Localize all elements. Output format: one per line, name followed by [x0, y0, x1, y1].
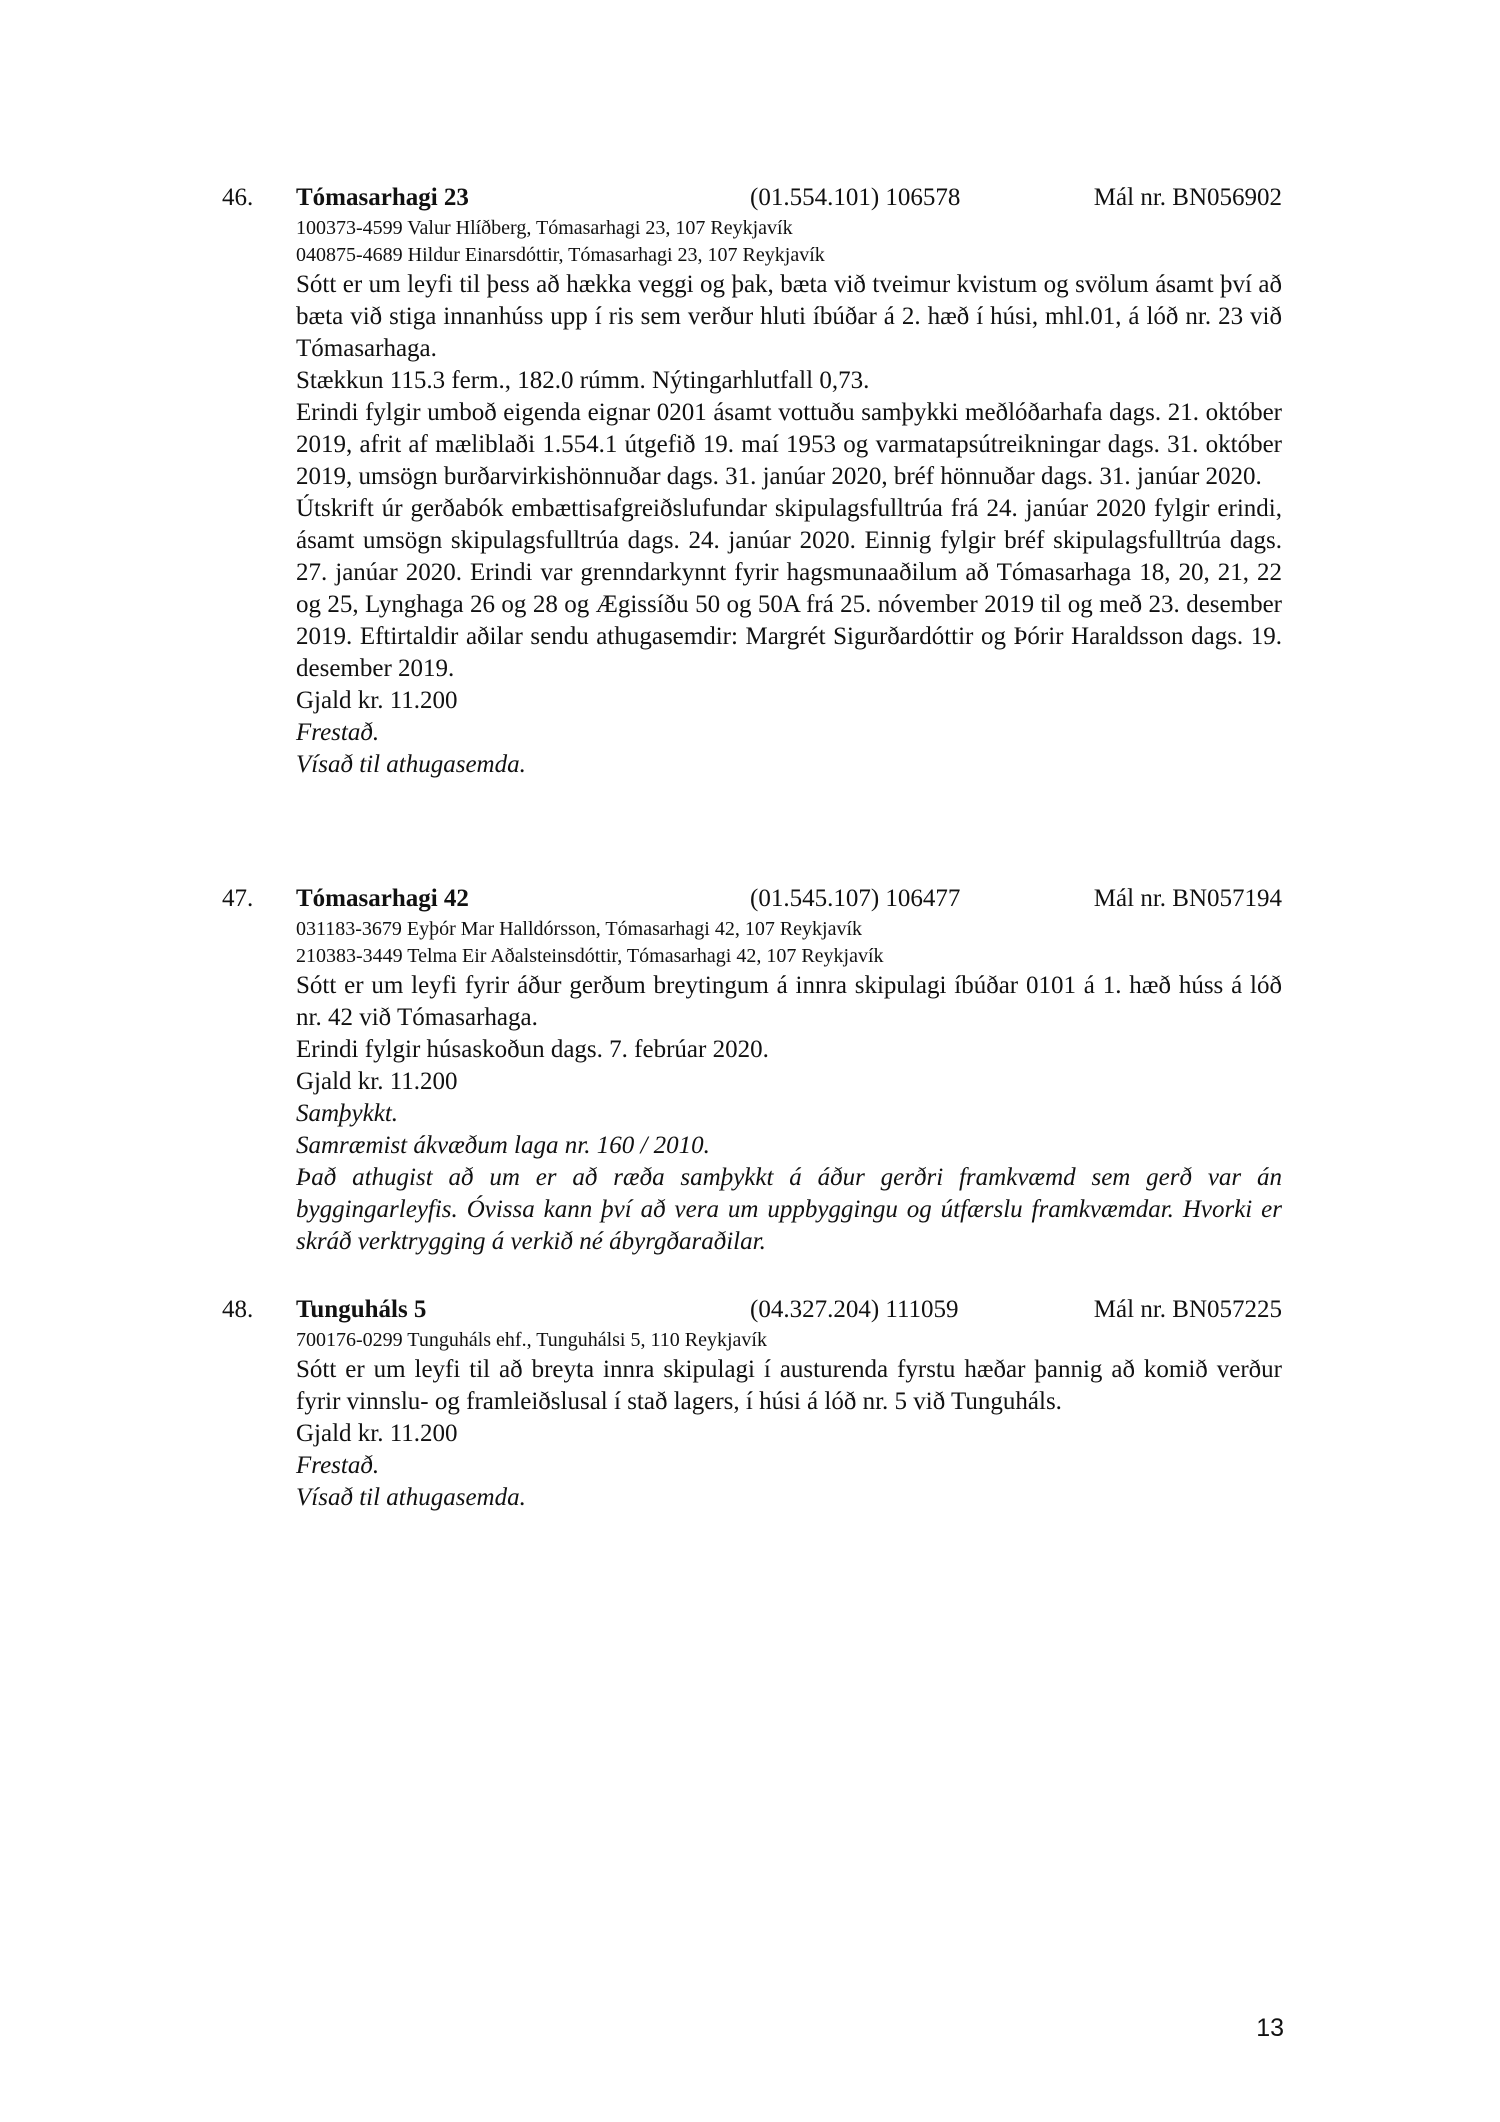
entry-case-number: Mál nr. BN057194: [1093, 885, 1282, 912]
applicant-line: 700176-0299 Tunguháls ehf., Tunguhálsi 5, 110 Reykjavík: [296, 1329, 767, 1351]
entry-paragraph: Útskrift úr gerðabók embættisafgreiðslufundar skipulagsfulltrúa frá 24. janúar 2020 fylgir erindi, ásamt umsögn skipulagsfulltrúa dags. 24. janúar 2020. Einnig fylgir bréf skipulagsfulltrúa dags. 27. janúar 2020. Erindi var grenndarkynnt fyrir hagsmunaaðilum að Tómasarhaga 18, 20, 21, 22 og 25, Lynghaga 26 og 28 og Ægissíðu 50 og 50A frá 25. nóvember 2019 til og með 23. desember 2019. Eftirtaldir aðilar sendu athugasemdir: Margrét Sigurðardóttir og Þórir Haraldsson dags. 19. desember 2019.: [296, 495, 1282, 682]
entry-header: [222, 1293, 1282, 1327]
entry-header: [222, 882, 1282, 916]
entry-paragraph: Erindi fylgir umboð eigenda eignar 0201 ásamt vottuðu samþykki meðlóðarhafa dags. 21. október 2019, afrit af mæliblaði 1.554.1 útgefið 19. maí 1953 og varmatapsútreikningar dags. 31. október 2019, umsögn burðarvirkishönnuðar dags. 31. janúar 2020, bréf hönnuðar dags. 31. janúar 2020.: [296, 399, 1282, 490]
applicant-line: 100373-4599 Valur Hlíðberg, Tómasarhagi 23, 107 Reykjavík: [296, 217, 793, 239]
case-entry: [222, 181, 1282, 781]
entry-body: [296, 916, 1282, 1258]
case-entry: [222, 1293, 1282, 1514]
entry-address: Tómasarhagi 23: [296, 184, 469, 211]
entry-header: [222, 181, 1282, 215]
entry-paragraph: Erindi fylgir húsaskoðun dags. 7. febrúar 2020.: [296, 1036, 769, 1063]
applicant-line: 210383-3449 Telma Eir Aðalsteinsdóttir, Tómasarhagi 42, 107 Reykjavík: [296, 945, 884, 967]
decision-note: Það athugist að um er að ræða samþykkt á áður gerðri framkvæmd sem gerð var án byggingarleyfis. Óvissa kann því að vera um uppbyggingu og útfærslu framkvæmdar. Hvorki er skráð verktrygging á verkið né ábyrgðaraðilar.: [296, 1164, 1282, 1255]
entry-reference: (04.327.204) 111059: [750, 1296, 959, 1323]
decision-line: Frestað.: [296, 1452, 380, 1479]
entry-body: [296, 1327, 1282, 1514]
entry-paragraph: Stækkun 115.3 ferm., 182.0 rúmm. Nýtingarhlutfall 0,73.: [296, 367, 870, 394]
entry-number: 48.: [222, 1296, 254, 1323]
entry-case-number: Mál nr. BN056902: [1093, 184, 1282, 211]
entry-address: Tunguháls 5: [296, 1296, 427, 1323]
entry-number: 47.: [222, 885, 254, 912]
entry-reference: (01.545.107) 106477: [750, 885, 961, 912]
applicant-line: 040875-4689 Hildur Einarsdóttir, Tómasarhagi 23, 107 Reykjavík: [296, 244, 825, 266]
fee-line: Gjald kr. 11.200: [296, 1420, 458, 1447]
entry-reference: (01.554.101) 106578: [750, 184, 961, 211]
entry-case-number: Mál nr. BN057225: [1093, 1296, 1282, 1323]
entry-number: 46.: [222, 184, 254, 211]
fee-line: Gjald kr. 11.200: [296, 687, 458, 714]
page-number: 13: [1256, 2014, 1284, 2042]
entry-paragraph: Sótt er um leyfi fyrir áður gerðum breytingum á innra skipulagi íbúðar 0101 á 1. hæð húss á lóð nr. 42 við Tómasarhaga.: [296, 972, 1282, 1031]
entry-body: [296, 215, 1282, 781]
entry-paragraph: Sótt er um leyfi til þess að hækka veggi og þak, bæta við tveimur kvistum og svölum ásamt því að bæta við stiga innanhúss upp í ris sem verður hluti íbúðar á 2. hæð í húsi, mhl.01, á lóð nr. 23 við Tómasarhaga.: [296, 271, 1282, 362]
entry-address: Tómasarhagi 42: [296, 885, 469, 912]
applicant-line: 031183-3679 Eyþór Mar Halldórsson, Tómasarhagi 42, 107 Reykjavík: [296, 918, 863, 940]
decision-line: Samþykkt.: [296, 1100, 399, 1127]
decision-line: Frestað.: [296, 719, 380, 746]
decision-line: Vísað til athugasemda.: [296, 751, 526, 778]
entry-paragraph: Sótt er um leyfi til að breyta innra skipulagi í austurenda fyrstu hæðar þannig að komið verður fyrir vinnslu- og framleiðslusal í stað lagers, í húsi á lóð nr. 5 við Tunguháls.: [296, 1356, 1282, 1415]
decision-line: Samræmist ákvæðum laga nr. 160 / 2010.: [296, 1132, 710, 1159]
decision-line: Vísað til athugasemda.: [296, 1484, 526, 1511]
fee-line: Gjald kr. 11.200: [296, 1068, 458, 1095]
case-entry: [222, 882, 1282, 1258]
